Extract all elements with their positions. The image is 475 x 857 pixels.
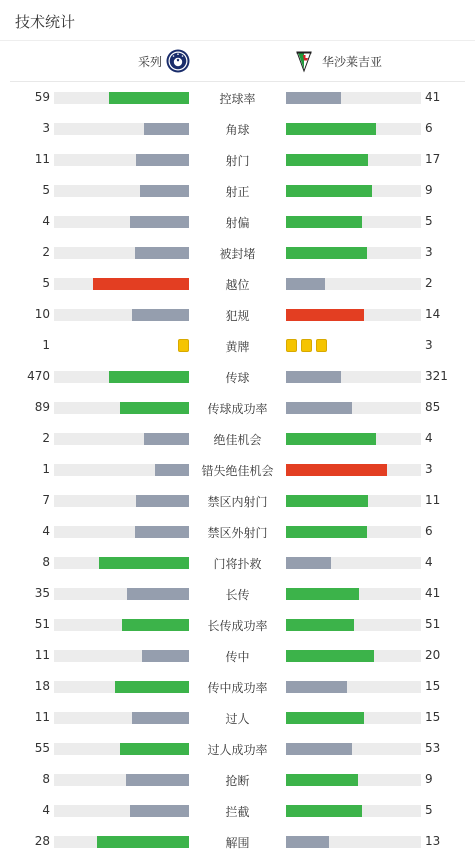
stat-label: 禁区外射门	[207, 526, 268, 540]
stat-label: 角球	[225, 123, 250, 137]
home-value: 1	[42, 338, 50, 352]
away-value: 41	[425, 90, 441, 104]
home-value: 55	[34, 741, 50, 755]
home-bar-track	[54, 495, 189, 507]
away-bar-track	[286, 805, 421, 817]
home-value: 2	[42, 431, 50, 445]
stat-label: 传球	[225, 371, 250, 385]
home-value: 8	[42, 555, 50, 569]
away-bar-track	[286, 681, 421, 693]
away-bar-fill	[286, 681, 347, 693]
away-bar-fill	[286, 526, 367, 538]
away-yellow-cards	[286, 339, 331, 352]
away-bar-track	[286, 402, 421, 414]
away-value: 85	[425, 400, 441, 414]
home-bar-track	[54, 464, 189, 476]
away-bar-fill	[286, 557, 331, 569]
away-value: 41	[425, 586, 441, 600]
home-value: 11	[34, 710, 50, 724]
stat-label: 解围	[225, 836, 250, 850]
away-bar-track	[286, 526, 421, 538]
away-bar-track	[286, 836, 421, 848]
home-bar-fill	[109, 92, 189, 104]
home-bar-fill	[120, 743, 189, 755]
home-bar-track	[54, 309, 189, 321]
stat-row	[0, 547, 475, 578]
away-bar-fill	[286, 216, 362, 228]
home-bar-track	[54, 433, 189, 445]
away-value: 14	[425, 307, 441, 321]
stat-row	[0, 826, 475, 857]
home-bar-track	[54, 526, 189, 538]
stat-row	[0, 330, 475, 361]
stat-label: 抢断	[225, 774, 250, 788]
home-bar-fill	[136, 154, 189, 166]
away-value: 321	[425, 369, 448, 383]
stat-label: 犯规	[225, 309, 250, 323]
home-bar-fill	[135, 526, 189, 538]
home-bar-fill	[144, 433, 189, 445]
home-value: 11	[34, 648, 50, 662]
stat-label: 拦截	[225, 805, 250, 819]
zelezarna-celje-crest-icon	[166, 49, 190, 73]
stat-row	[0, 206, 475, 237]
away-value: 20	[425, 648, 441, 662]
home-value: 1	[42, 462, 50, 476]
away-bar-track	[286, 92, 421, 104]
away-bar-fill	[286, 123, 376, 135]
away-bar-track	[286, 371, 421, 383]
away-bar-fill	[286, 247, 367, 259]
home-bar-fill	[109, 371, 189, 383]
away-bar-fill	[286, 805, 362, 817]
home-bar-track	[54, 185, 189, 197]
stat-row	[0, 299, 475, 330]
home-bar-fill	[132, 309, 189, 321]
away-bar-fill	[286, 774, 358, 786]
away-team-name: 华沙莱吉亚	[322, 54, 383, 69]
home-value: 59	[34, 90, 50, 104]
home-bar-fill	[130, 216, 189, 228]
home-team-name: 采列	[137, 54, 162, 69]
home-value: 4	[42, 803, 50, 817]
stat-row	[0, 671, 475, 702]
away-bar-fill	[286, 402, 352, 414]
stat-row	[0, 609, 475, 640]
stat-row	[0, 144, 475, 175]
stat-label: 射门	[225, 154, 250, 168]
stat-label: 过人	[225, 712, 250, 726]
stat-label: 长传成功率	[207, 619, 268, 633]
home-bar-track	[54, 681, 189, 693]
away-value: 53	[425, 741, 441, 755]
home-bar-fill	[122, 619, 190, 631]
stat-label: 绝佳机会	[213, 433, 262, 447]
away-bar-fill	[286, 154, 368, 166]
home-value: 2	[42, 245, 50, 259]
home-bar-fill	[135, 247, 189, 259]
yellow-card-icon	[178, 339, 189, 352]
away-bar-fill	[286, 185, 372, 197]
away-bar-track	[286, 154, 421, 166]
away-value: 11	[425, 493, 441, 507]
home-value: 4	[42, 524, 50, 538]
away-bar-fill	[286, 278, 325, 290]
away-bar-track	[286, 743, 421, 755]
yellow-card-icon	[301, 339, 312, 352]
away-bar-track	[286, 588, 421, 600]
away-value: 4	[425, 555, 433, 569]
away-value: 9	[425, 772, 433, 786]
stat-row	[0, 733, 475, 764]
stat-row	[0, 795, 475, 826]
page-title-text: 技术统计	[15, 13, 76, 31]
away-bar-track	[286, 464, 421, 476]
stat-row	[0, 485, 475, 516]
home-bar-track	[54, 278, 189, 290]
home-bar-track	[54, 836, 189, 848]
away-bar-track	[286, 216, 421, 228]
home-value: 35	[34, 586, 50, 600]
away-value: 51	[425, 617, 441, 631]
away-value: 3	[425, 462, 433, 476]
away-bar-fill	[286, 619, 354, 631]
away-bar-track	[286, 774, 421, 786]
home-bar-track	[54, 650, 189, 662]
home-bar-fill	[93, 278, 189, 290]
away-bar-fill	[286, 309, 364, 321]
stat-row	[0, 640, 475, 671]
home-value: 4	[42, 214, 50, 228]
away-value: 13	[425, 834, 441, 848]
home-value: 18	[34, 679, 50, 693]
home-value: 8	[42, 772, 50, 786]
stat-row	[0, 175, 475, 206]
stat-label: 射正	[225, 185, 250, 199]
away-value: 4	[425, 431, 433, 445]
stat-row	[0, 392, 475, 423]
home-bar-fill	[126, 774, 189, 786]
home-value: 10	[34, 307, 50, 321]
stat-label: 门将扑救	[213, 557, 262, 571]
away-bar-fill	[286, 743, 352, 755]
stat-label: 传中	[225, 650, 250, 664]
away-bar-fill	[286, 433, 376, 445]
stat-row	[0, 268, 475, 299]
home-bar-fill	[127, 588, 189, 600]
away-bar-track	[286, 185, 421, 197]
away-bar-track	[286, 309, 421, 321]
away-value: 6	[425, 524, 433, 538]
home-team	[138, 49, 190, 73]
stat-label: 禁区内射门	[207, 495, 268, 509]
stat-label: 射偏	[225, 216, 250, 230]
stat-row	[0, 516, 475, 547]
page-title	[0, 0, 475, 41]
home-bar-track	[54, 216, 189, 228]
home-bar-fill	[136, 495, 189, 507]
stat-row	[0, 113, 475, 144]
stat-label: 黄牌	[225, 340, 250, 354]
away-value: 2	[425, 276, 433, 290]
away-bar-track	[286, 247, 421, 259]
home-bar-track	[54, 92, 189, 104]
away-bar-fill	[286, 371, 341, 383]
home-bar-fill	[120, 402, 189, 414]
home-bar-track	[54, 712, 189, 724]
stat-label: 被封堵	[219, 247, 256, 261]
away-value: 17	[425, 152, 441, 166]
home-bar-fill	[142, 650, 189, 662]
away-bar-fill	[286, 495, 368, 507]
home-bar-track	[54, 247, 189, 259]
away-bar-track	[286, 433, 421, 445]
home-bar-track	[54, 743, 189, 755]
home-value: 28	[34, 834, 50, 848]
away-bar-track	[286, 619, 421, 631]
home-bar-fill	[130, 805, 189, 817]
away-bar-fill	[286, 464, 387, 476]
home-value: 51	[34, 617, 50, 631]
home-bar-fill	[115, 681, 189, 693]
away-value: 3	[425, 245, 433, 259]
stat-row	[0, 764, 475, 795]
stat-label: 传球成功率	[207, 402, 268, 416]
stat-label: 长传	[225, 588, 250, 602]
away-value: 9	[425, 183, 433, 197]
yellow-card-icon	[316, 339, 327, 352]
teams-header	[10, 41, 465, 82]
home-bar-track	[54, 619, 189, 631]
home-value: 5	[42, 276, 50, 290]
stat-label: 错失绝佳机会	[201, 464, 274, 478]
stat-row	[0, 423, 475, 454]
away-value: 15	[425, 710, 441, 724]
home-value: 11	[34, 152, 50, 166]
stat-row	[0, 454, 475, 485]
away-bar-fill	[286, 836, 329, 848]
stat-label: 控球率	[219, 92, 256, 106]
home-bar-track	[54, 154, 189, 166]
away-bar-fill	[286, 712, 364, 724]
away-bar-track	[286, 712, 421, 724]
away-bar-track	[286, 123, 421, 135]
away-team	[292, 49, 382, 73]
stats-list	[0, 82, 475, 857]
home-bar-fill	[155, 464, 189, 476]
home-value: 7	[42, 493, 50, 507]
home-value: 5	[42, 183, 50, 197]
home-bar-track	[54, 557, 189, 569]
away-bar-track	[286, 557, 421, 569]
home-bar-track	[54, 805, 189, 817]
home-value: 89	[34, 400, 50, 414]
stat-row	[0, 578, 475, 609]
away-value: 5	[425, 214, 433, 228]
away-value: 15	[425, 679, 441, 693]
home-bar-track	[54, 402, 189, 414]
away-bar-fill	[286, 588, 359, 600]
away-value: 6	[425, 121, 433, 135]
home-value: 470	[27, 369, 50, 383]
stat-row	[0, 361, 475, 392]
home-bar-track	[54, 774, 189, 786]
stat-label: 传中成功率	[207, 681, 268, 695]
home-bar-fill	[99, 557, 189, 569]
legia-warsaw-crest-icon	[292, 49, 316, 73]
home-bar-track	[54, 123, 189, 135]
away-bar-track	[286, 495, 421, 507]
stat-row	[0, 82, 475, 113]
home-value: 3	[42, 121, 50, 135]
home-bar-fill	[140, 185, 189, 197]
home-bar-fill	[144, 123, 189, 135]
away-bar-track	[286, 650, 421, 662]
away-bar-fill	[286, 650, 374, 662]
away-value: 3	[425, 338, 433, 352]
away-value: 5	[425, 803, 433, 817]
stat-row	[0, 237, 475, 268]
home-bar-track	[54, 371, 189, 383]
yellow-card-icon	[286, 339, 297, 352]
stat-row	[0, 702, 475, 733]
home-bar-track	[54, 588, 189, 600]
stat-label: 过人成功率	[207, 743, 268, 757]
home-bar-fill	[97, 836, 189, 848]
away-bar-track	[286, 278, 421, 290]
home-bar-fill	[132, 712, 189, 724]
home-yellow-cards	[174, 339, 189, 352]
away-bar-fill	[286, 92, 341, 104]
stat-label: 越位	[225, 278, 250, 292]
